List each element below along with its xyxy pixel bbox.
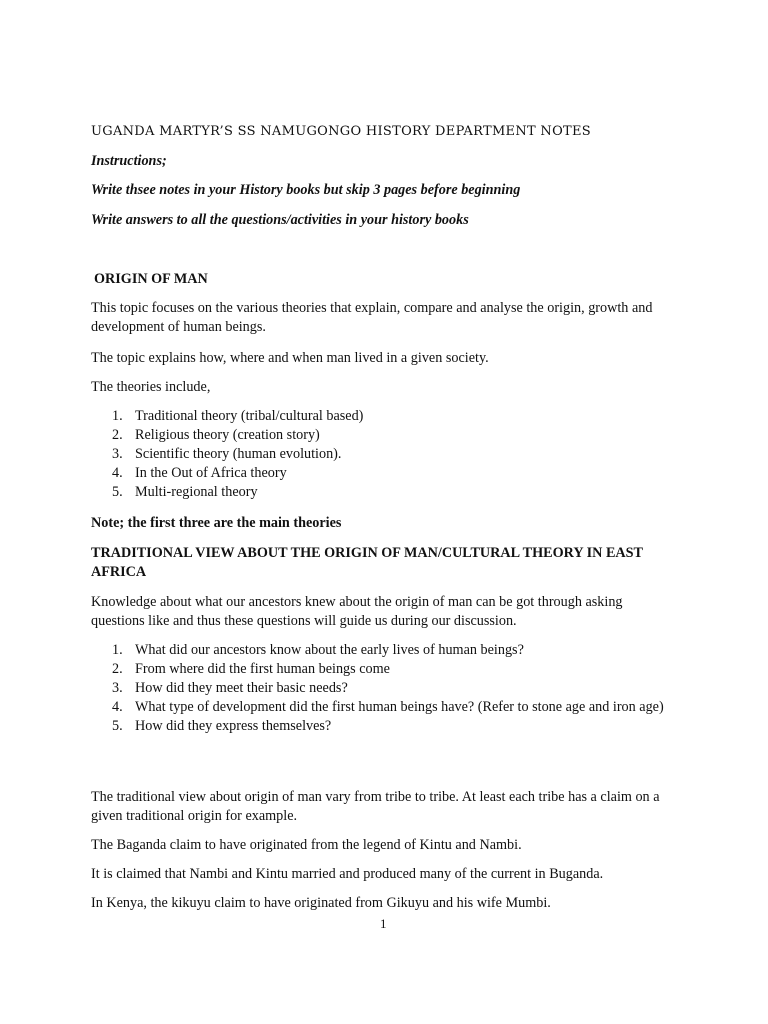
list-item: 3. Scientific theory (human evolution). <box>112 446 342 462</box>
traditional-paragraph-4: In Kenya, the kikuyu claim to have originated from Gikuyu and his wife Mumbi. <box>91 895 551 911</box>
origin-paragraph-1: This topic focuses on the various theories that explain, compare and analyse the origin, growth and development of human beings. <box>91 300 653 335</box>
list-item: 3. How did they meet their basic needs? <box>112 680 348 696</box>
traditional-intro: Knowledge about what our ancestors knew about the origin of man can be got through asking questions like and thus these questions will guide us during our discussion. <box>91 594 623 629</box>
origin-paragraph-3: The theories include, <box>91 379 211 395</box>
questions-list <box>91 641 671 736</box>
traditional-paragraph-2: The Baganda claim to have originated from the legend of Kintu and Nambi. <box>91 837 522 853</box>
theories-note: Note; the first three are the main theories <box>91 515 342 531</box>
list-item: 5. Multi-regional theory <box>112 484 258 500</box>
traditional-paragraph-3: It is claimed that Nambi and Kintu married and produced many of the current in Buganda. <box>91 866 604 882</box>
list-item: 1. What did our ancestors know about the early lives of human beings? <box>112 642 524 658</box>
theories-list <box>91 407 671 502</box>
list-item: 5. How did they express themselves? <box>112 718 332 734</box>
instruction-line-1: Write thsee notes in your History books but skip 3 pages before beginning <box>91 182 521 198</box>
list-item: 4. In the Out of Africa theory <box>112 465 287 481</box>
document-title: UGANDA MARTYR’S SS NAMUGONGO HISTORY DEPARTMENT NOTES <box>91 124 592 139</box>
origin-paragraph-2: The topic explains how, where and when man lived in a given society. <box>91 350 489 366</box>
list-item: 4. What type of development did the first human beings have? (Refer to stone age and iron age) <box>112 699 664 715</box>
section-heading-origin: ORIGIN OF MAN <box>94 271 208 287</box>
traditional-paragraph-1: The traditional view about origin of man vary from tribe to tribe. At least each tribe has a claim on a given traditional origin for example. <box>91 789 660 824</box>
list-item: 2. From where did the first human beings come <box>112 661 390 677</box>
instructions-label: Instructions; <box>91 153 167 169</box>
page-number: 1 <box>380 916 387 931</box>
section-heading-traditional: TRADITIONAL VIEW ABOUT THE ORIGIN OF MAN/CULTURAL THEORY IN EAST AFRICA <box>91 545 643 580</box>
list-item: 1. Traditional theory (tribal/cultural based) <box>112 408 364 424</box>
list-item: 2. Religious theory (creation story) <box>112 427 320 443</box>
instruction-line-2: Write answers to all the questions/activities in your history books <box>91 212 469 228</box>
